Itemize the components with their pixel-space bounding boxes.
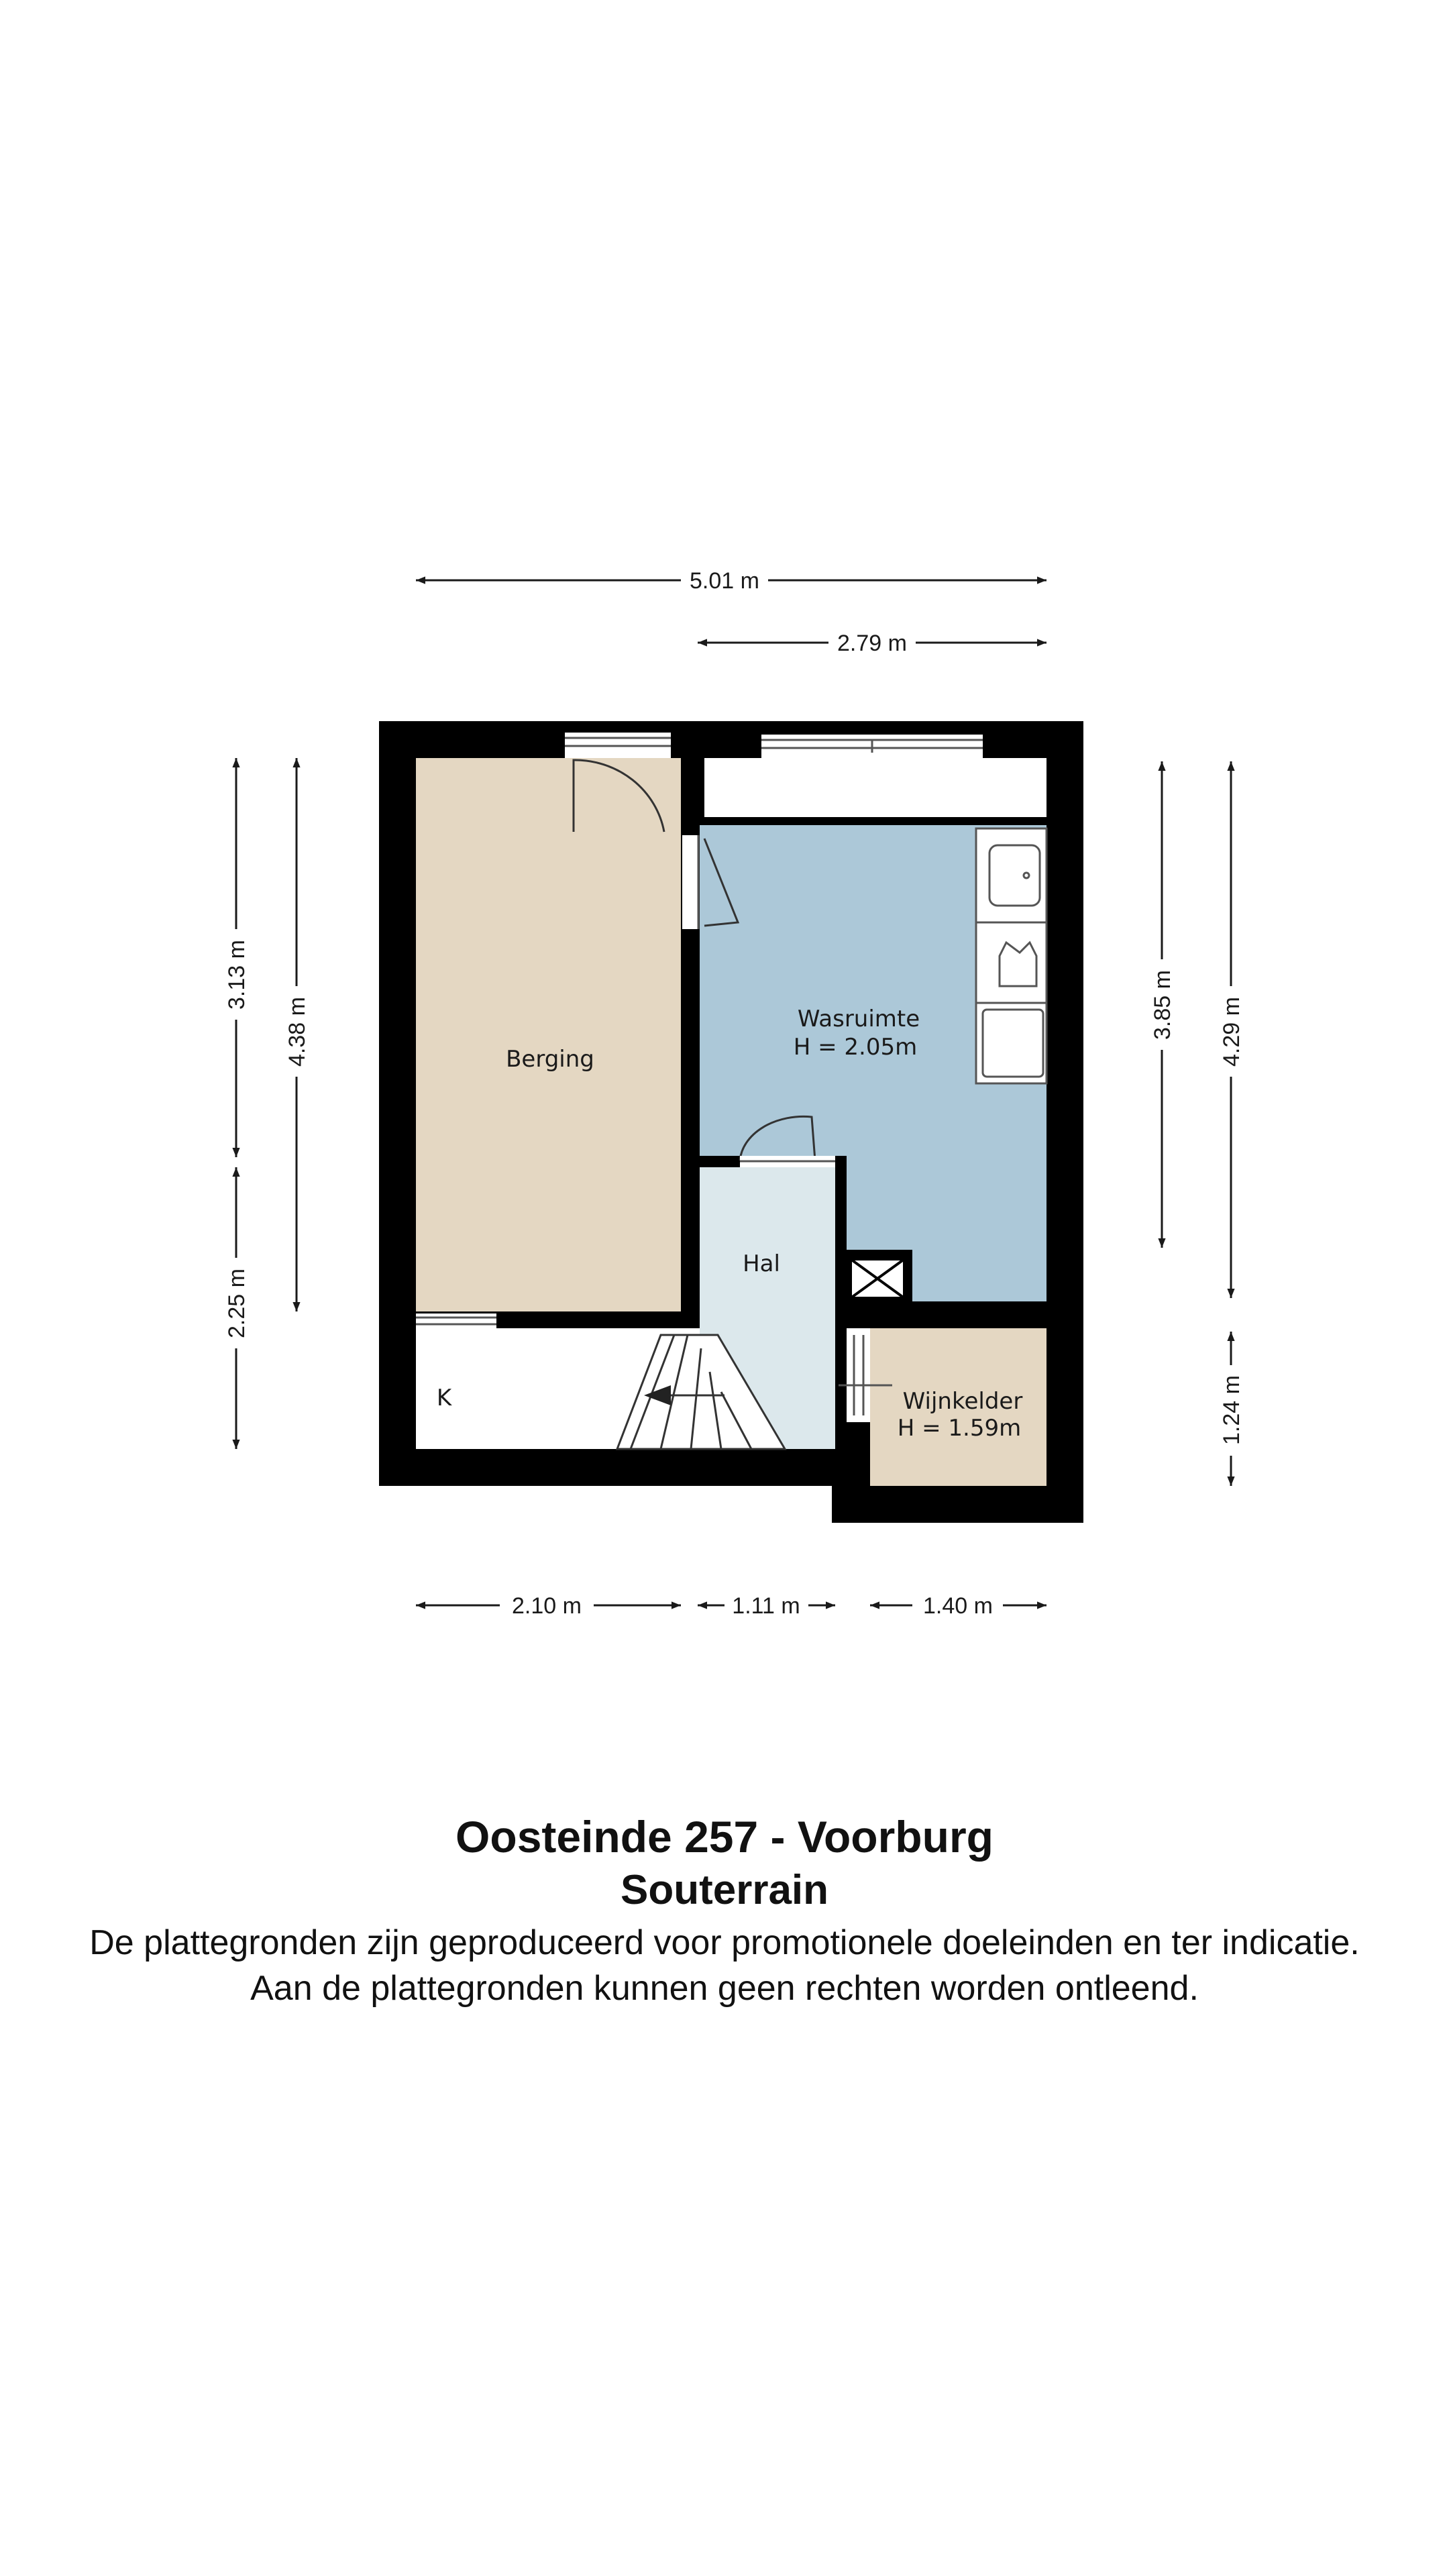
svg-text:1.11 m: 1.11 m [732, 1593, 800, 1619]
caption-subtitle: Souterrain [620, 1867, 829, 1913]
room-height-wasruimte: H = 2.05m [793, 1034, 918, 1061]
room-label-k: K [436, 1385, 452, 1411]
dim-top-total [416, 568, 1046, 594]
strip-top [704, 758, 1046, 817]
room-berging [416, 758, 681, 1311]
dim-bottom-right [870, 1593, 1046, 1619]
caption-title: Oosteinde 257 - Voorburg [455, 1812, 994, 1862]
dim-bottom-left [416, 1593, 681, 1619]
room-label-wijnkelder: Wijnkelder [902, 1388, 1023, 1415]
dim-right-total [1219, 761, 1244, 1298]
caption-disclaimer-line2: Aan de plattegronden kunnen geen rechten worden ontleend. [250, 1969, 1199, 2008]
room-label-hal: Hal [743, 1250, 780, 1277]
dim-right-lower [1219, 1332, 1244, 1486]
room-label-wasruimte: Wasruimte [797, 1006, 920, 1032]
svg-text:5.01 m: 5.01 m [690, 568, 759, 594]
dim-right-inner [1150, 761, 1175, 1248]
dim-left-lower [224, 1167, 250, 1449]
svg-text:3.85 m: 3.85 m [1150, 970, 1175, 1040]
dim-left-total [284, 758, 310, 1311]
svg-text:2.25 m: 2.25 m [224, 1269, 250, 1338]
caption-disclaimer-line1: De plattegronden zijn geproduceerd voor promotionele doeleinden en ter indicatie. [89, 1923, 1360, 1962]
dim-bottom-mid [698, 1593, 835, 1619]
svg-text:1.24 m: 1.24 m [1219, 1375, 1244, 1445]
svg-text:1.40 m: 1.40 m [923, 1593, 993, 1619]
dim-top-right [698, 631, 1046, 656]
svg-text:3.13 m: 3.13 m [224, 940, 250, 1010]
dim-left-upper [224, 758, 250, 1157]
svg-text:4.29 m: 4.29 m [1219, 997, 1244, 1067]
svg-text:2.10 m: 2.10 m [512, 1593, 582, 1619]
svg-text:2.79 m: 2.79 m [837, 631, 907, 656]
room-height-wijnkelder: H = 1.59m [897, 1415, 1022, 1442]
shaft-icon [851, 1259, 904, 1298]
svg-text:4.38 m: 4.38 m [284, 997, 310, 1067]
room-label-berging: Berging [506, 1046, 594, 1073]
appliances [976, 828, 1046, 1083]
